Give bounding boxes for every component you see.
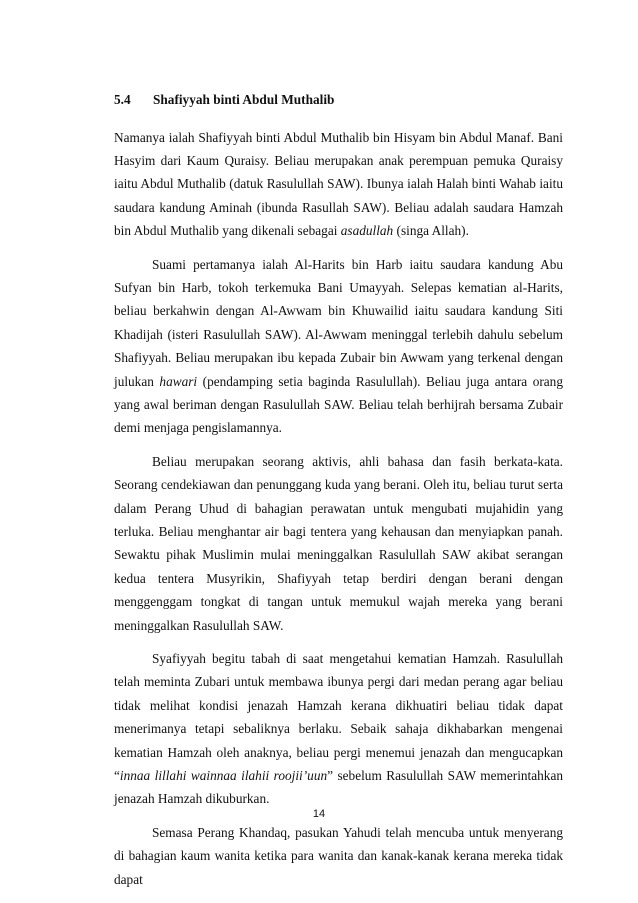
paragraph-4-italic-phrase: innaa lillahi wainnaa ilahii roojii’uun (119, 768, 328, 784)
paragraph-1-italic-term: asadullah (340, 223, 394, 239)
paragraph-2-end: (pendamping setia baginda Rasulullah). Beliau juga antara orang yang awal beriman dengan Rasulullah SAW. Beliau telah berhijrah bersama Zubair demi menjaga pengislamannya. (114, 373, 563, 436)
page-number: 14 (312, 808, 326, 820)
section-heading (114, 92, 334, 108)
section-title: Shafiyyah binti Abdul Muthalib (153, 92, 335, 107)
paragraph-4 (114, 647, 563, 811)
paragraph-3-text: Beliau merupakan seorang aktivis, ahli bahasa dan fasih berkata-kata. Seorang cendekiawan dan penunggang kuda yang berani. Oleh itu, beliau turut serta dalam Perang Uhud di bahagian perawatan untuk mengubati mujahidin yang terluka. Beliau menghantar air bagi tentera yang kehausan dan menyiapkan panah. Sewaktu pihak Muslimin mulai meninggalkan Rasulullah SAW akibat serangan kedua tentera Musyrikin, Shafiyyah tetap berdiri dengan berani dengan menggenggam tongkat di tangan untuk memukul wajah mereka yang berani meninggalkan Rasulullah SAW. (114, 453, 563, 633)
paragraph-5-text: Semasa Perang Khandaq, pasukan Yahudi telah mencuba untuk menyerang di bahagian kaum wanita ketika para wanita dan kanak-kanak kerana mereka tidak dapat (114, 824, 563, 887)
paragraph-1-text: Namanya ialah Shafiyyah binti Abdul Muthalib bin Hisyam bin Abdul Manaf. Bani Hasyim dari Kaum Quraisy. Beliau merupakan anak perempuan pemuka Quraisy iaitu Abdul Muthalib (datuk Rasulullah SAW). Ibunya ialah Halah binti Wahab iaitu saudara kandung Aminah (ibunda Rasullah SAW). Beliau adalah saudara Hamzah bin Abdul Muthalib yang dikenali sebagai (114, 129, 563, 239)
paragraph-4-end: ” sebelum Rasulullah SAW memerintahkan jenazah Hamzah dikuburkan. (114, 768, 563, 807)
paragraph-1-end: (singa Allah). (393, 223, 469, 239)
paragraph-2-text: Suami pertamanya ialah Al-Harits bin Harb iaitu saudara kandung Abu Sufyan bin Harb, tokoh terkemuka Bani Umayyah. Selepas kematian al-Harits, beliau berkahwin dengan Al-Awwam bin Khuwailid iaitu saudara kandung Siti Khadijah (isteri Rasulullah SAW). Al-Awwam meninggal terlebih dahulu sebelum Shafiyyah. Beliau merupakan ibu kepada Zubair bin Awwam yang terkenal dengan julukan (114, 256, 563, 389)
paragraph-1 (114, 126, 563, 243)
paragraph-3 (114, 450, 563, 637)
paragraph-5 (114, 821, 563, 891)
paragraph-2 (114, 253, 563, 440)
paragraph-2-italic-term: hawari (159, 373, 198, 389)
paragraph-4-text: Syafiyyah begitu tabah di saat mengetahui kematian Hamzah. Rasulullah telah meminta Zubari untuk membawa ibunya pergi dari medan perang agar beliau tidak melihat kondisi jenazah Hamzah kerana dikhuatiri beliau tidak dapat menerimanya tetapi sebaliknya berlaku. Sebaik sahaja dikhabarkan mengenai kematian Hamzah oleh anaknya, beliau pergi menemui jenazah dan mengucapkan “ (114, 651, 563, 784)
section-number: 5.4 (114, 92, 131, 107)
body-text (114, 126, 563, 902)
